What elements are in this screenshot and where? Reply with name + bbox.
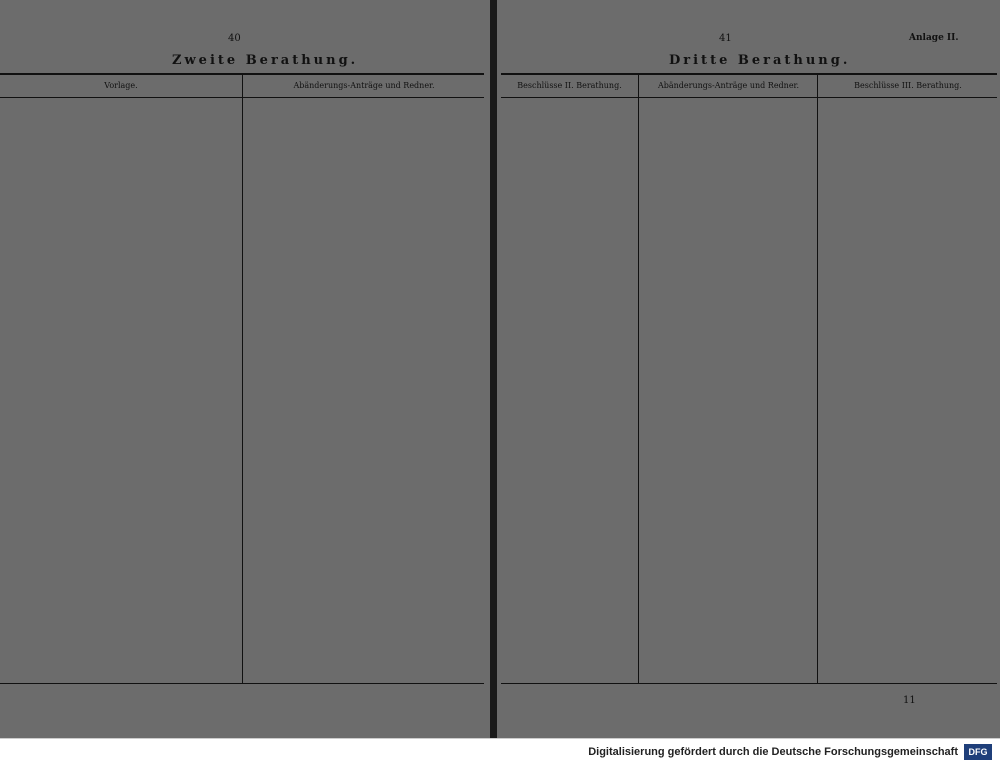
left-running-title: Zweite Berathung.: [172, 53, 359, 68]
sheet-signature: 11: [903, 695, 916, 706]
right-page: [497, 0, 1000, 738]
right-header-bottom-rule: [501, 97, 997, 98]
right-column-divider-1: [638, 73, 639, 683]
footer-bar: [0, 738, 1000, 766]
book-gutter: [490, 0, 497, 738]
right-column-divider-2: [817, 73, 818, 683]
left-page-number: 40: [228, 33, 241, 44]
funding-notice: Digitalisierung gefördert durch die Deutsche Forschungsgemeinschaft: [588, 746, 958, 758]
right-bottom-rule: [501, 683, 997, 684]
right-page-number: 41: [719, 33, 732, 44]
right-header-top-rule: [501, 73, 997, 75]
right-column-head-beschluesse-ii: Beschlüsse II. Berathung.: [517, 81, 622, 90]
annex-label: Anlage II.: [909, 33, 959, 43]
left-page: [0, 0, 490, 738]
left-column-divider: [242, 73, 243, 683]
left-bottom-rule: [0, 683, 484, 684]
left-column-head-vorlage: Vorlage.: [104, 81, 138, 90]
dfg-logo: DFG: [964, 744, 992, 760]
left-column-head-antraege: Abänderungs-Anträge und Redner.: [293, 81, 435, 90]
right-running-title: Dritte Berathung.: [669, 53, 851, 68]
right-column-head-beschluesse-iii: Beschlüsse III. Berathung.: [854, 81, 962, 90]
right-column-head-antraege: Abänderungs-Anträge und Redner.: [657, 81, 800, 90]
